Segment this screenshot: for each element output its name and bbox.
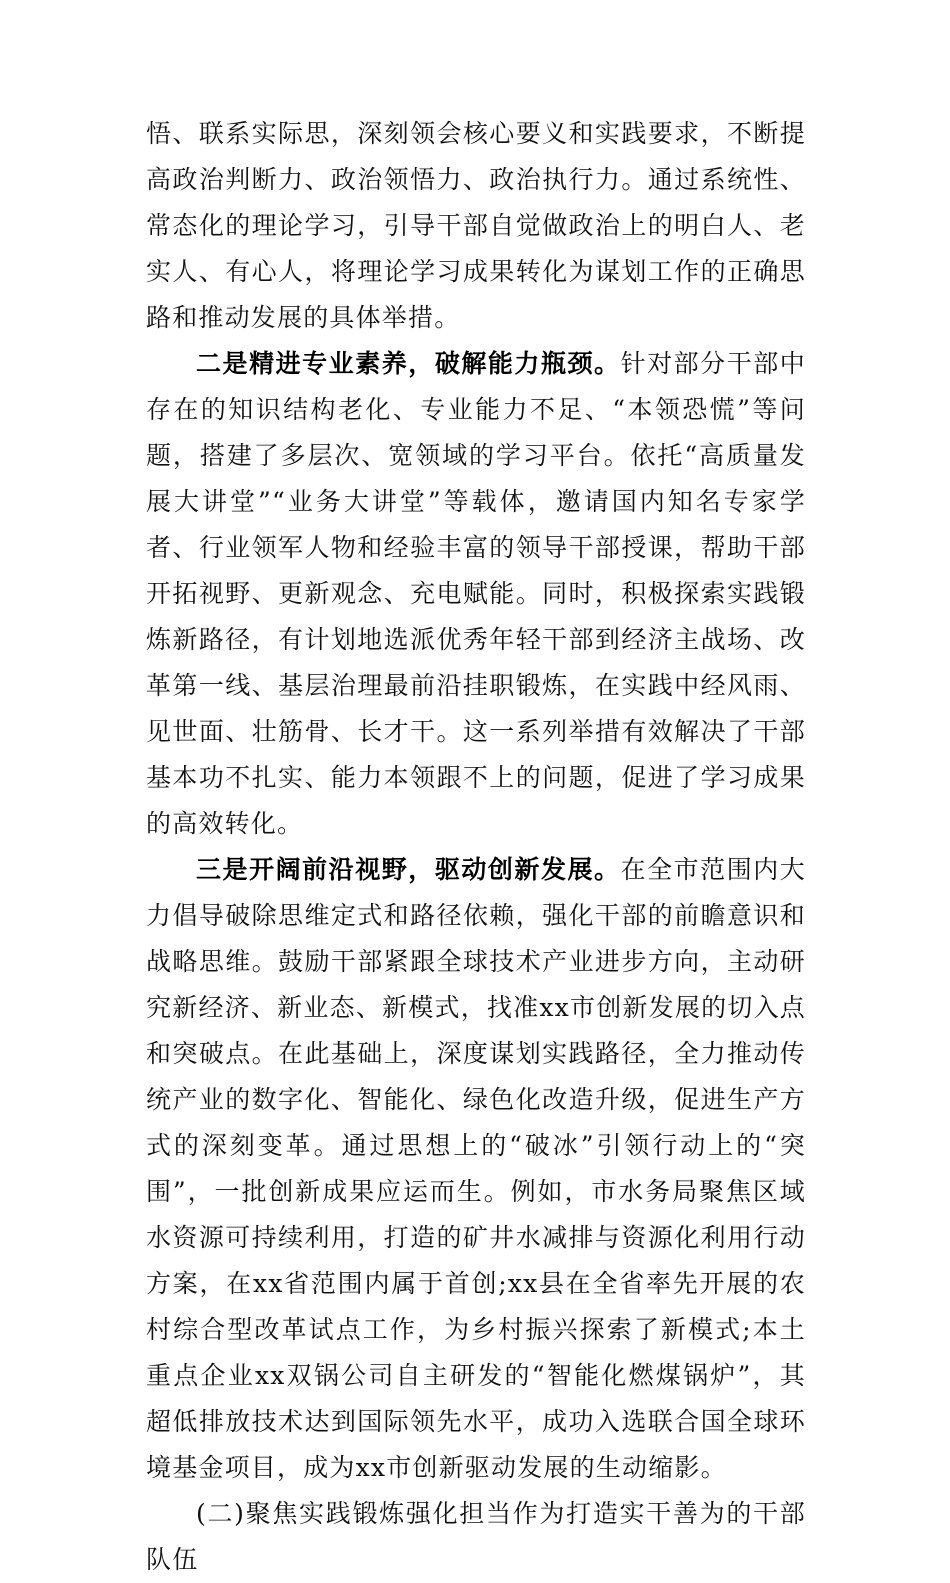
paragraph-innovation — [146, 847, 806, 1491]
paragraph-lead: 三是开阔前沿视野，驱动创新发展。 — [196, 855, 621, 884]
paragraph-professional-skills — [146, 341, 806, 847]
paragraph-theory-study — [146, 111, 806, 341]
document-body — [146, 111, 806, 1583]
paragraph-text: 悟、联系实际思，深刻领会核心要义和实践要求，不断提高政治判断力、政治领悟力、政治执行力。通过系统性、常态化的理论学习，引导干部自觉做政治上的明白人、老实人、有心人，将理论学习成果转化为谋划工作的正确思路和推动发展的具体举措。 — [146, 119, 806, 332]
paragraph-text: 针对部分干部中存在的知识结构老化、专业能力不足、“本领恐慌”等问题，搭建了多层次、宽领域的学习平台。依托“高质量发展大讲堂”“业务大讲堂”等载体，邀请国内知名专家学者、行业领军人物和经验丰富的领导干部授课，帮助干部开拓视野、更新观念、充电赋能。同时，积极探索实践锻炼新路径，有计划地选派优秀年轻干部到经济主战场、改革第一线、基层治理最前沿挂职锻炼，在实践中经风雨、见世面、壮筋骨、长才干。这一系列举措有效解决了干部基本功不扎实、能力本领跟不上的问题，促进了学习成果的高效转化。 — [146, 349, 806, 838]
paragraph-lead: 二是精进专业素养，破解能力瓶颈。 — [196, 349, 621, 378]
paragraph-text: 在全市范围内大力倡导破除思维定式和路径依赖，强化干部的前瞻意识和战略思维。鼓励干部紧跟全球技术产业进步方向，主动研究新经济、新业态、新模式，找准xx市创新发展的切入点和突破点。在此基础上，深度谋划实践路径，全力推动传统产业的数字化、智能化、绿色化改造升级，促进生产方式的深刻变革。通过思想上的“破冰”引领行动上的“突围”，一批创新成果应运而生。例如，市水务局聚焦区域水资源可持续利用，打造的矿井水减排与资源化利用行动方案，在xx省范围内属于首创;xx县在全省率先开展的农村综合型改革试点工作，为乡村振兴探索了新模式;本土重点企业xx双锅公司自主研发的“智能化燃煤锅炉”，其超低排放技术达到国际领先水平，成功入选联合国全球环境基金项目，成为xx市创新驱动发展的生动缩影。 — [146, 855, 806, 1482]
section-heading: (二)聚焦实践锻炼强化担当作为打造实干善为的干部队伍 — [146, 1499, 806, 1574]
